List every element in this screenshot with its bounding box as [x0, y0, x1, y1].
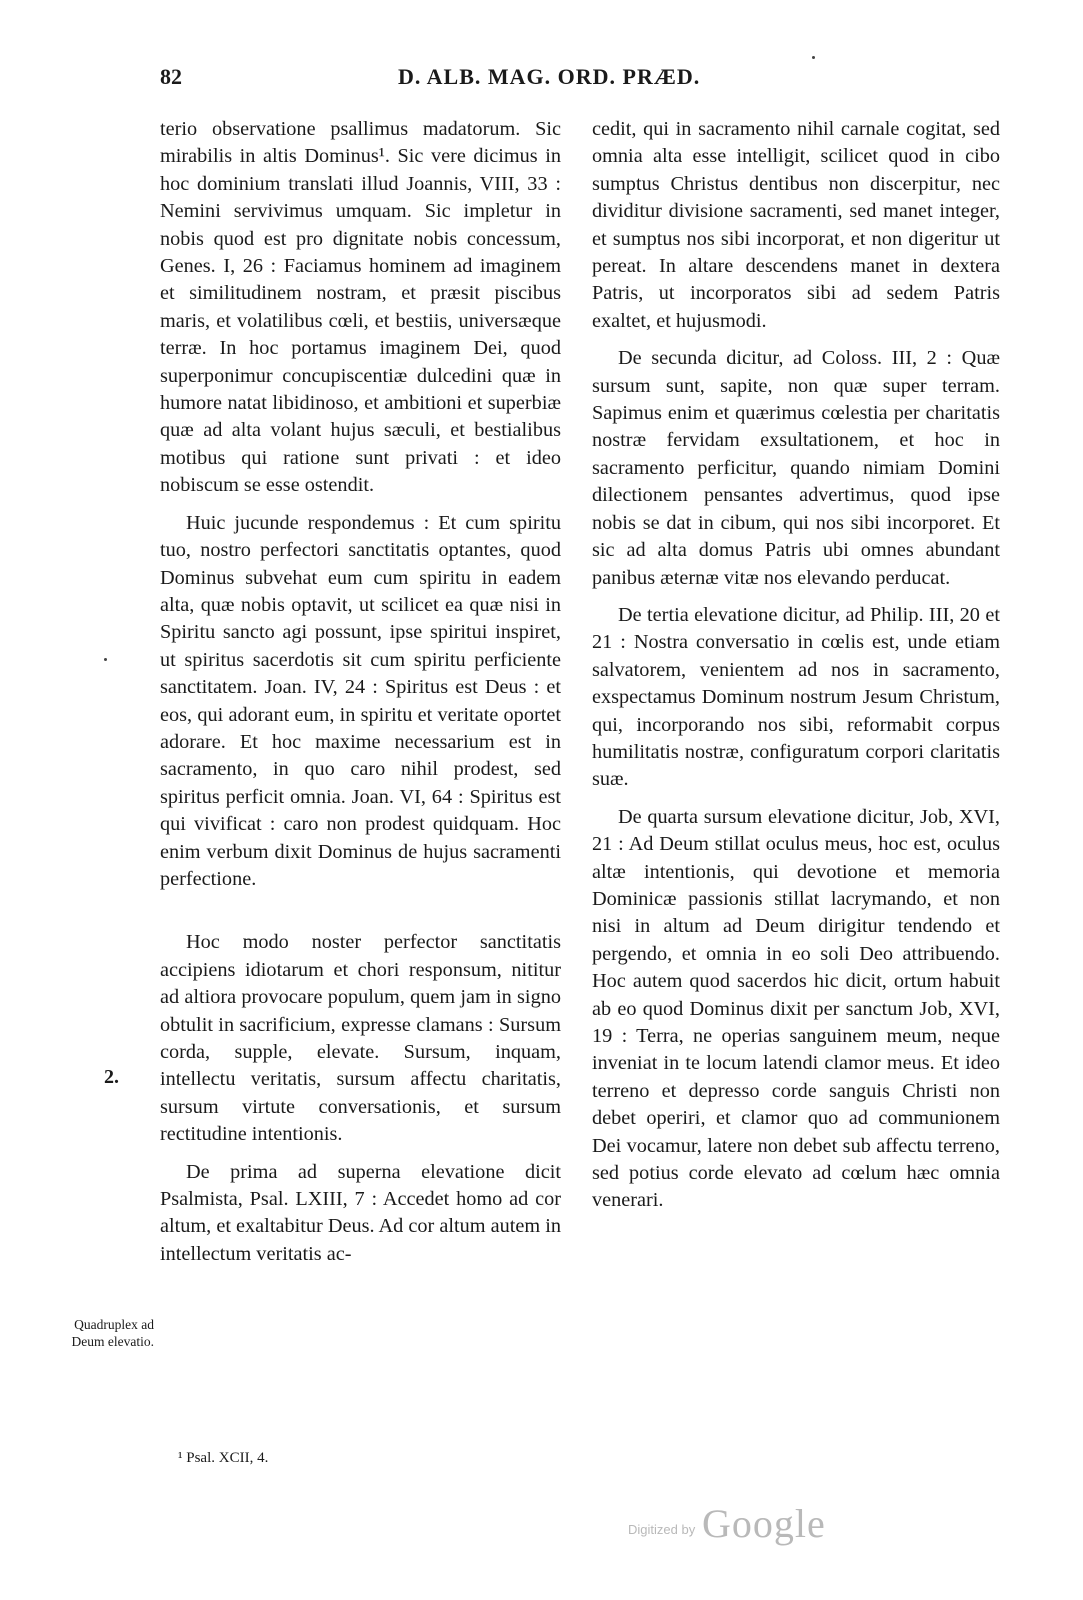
left-paragraph-3: Hoc modo noster perfector sanctitatis accipiens idiotarum et chori responsum, nititur ad altiora provocare populum, quem jam in signo obtulit in sacrificium, expresse clamans : Sursum corda, supple, elevate. Sursum, inquam, intellectu veritatis, sursum affectu charitatis, sursum virtute conversationis, et sursum rectitudine intentionis.: [160, 931, 561, 1146]
right-column: [592, 116, 1000, 1225]
ink-speck: [812, 56, 815, 59]
right-paragraph-4: De quarta sursum elevatione dicitur, Job, XVI, 21 : Ad Deum stillat oculus meus, hoc est, oculus altæ intentionis, qui devotione et memoria Dominicæ passionis stillat lacrymando, et non nisi in altum ad Deum dirigitur tendendo et pergendo, et omnia in eo soli Deo attribuendo. Hoc autem quod sacerdos hic dicit, ortum habuit ab eo quod Dominus dixit per sanctum Job, XVI, 19 : Terra, ne operias sanguinem meum, neque inveniat in te locum latendi clamor meus. Et ideo terreno et depresso corde sanguis Christi non debet operiri, et clamor quo ad communionem Dei vocamur, latere non debet sub affectu terreno, sed potius corde elevato ad cœlum hæc omnia venerari.: [592, 805, 1000, 1212]
margin-note: Quadruplex ad Deum elevatio.: [71, 1317, 154, 1349]
right-paragraph-2: De secunda dicitur, ad Coloss. III, 2 : Quæ sursum sunt, sapite, non quæ super terram. Sapimus enim et quærimus cœlestia per charitatis nostræ fervidam exsultationem, et hoc in sacramento perficitur, quando nimiam Domini dilectionem pensantes advertimus, quod ipse nobis se dat in cibum, qui nos sibi incorporet. Et sic ad alta domus Patris ubi omnes abundant panibus æternæ vitæ nos elevando perducat.: [592, 347, 1000, 589]
digitized-by-google-watermark: [628, 1496, 848, 1546]
right-paragraph-1: cedit, qui in sacramento nihil carnale cogitat, sed omnia alta esse intelligit, scilicet quod in cibo sumptus Christus dentibus non discerpitur, nec dividitur divisione sacramenti, sed manet integer, et sumptus nos sibi incorporat, et non digeritur ut pereat. In altare descendens manet in dextera Patris, ut incorporatos sibi ad sedem Patris exaltet, et hujusmodi.: [592, 118, 1000, 332]
left-paragraph-4: De prima ad superna elevatione dicit Psalmista, Psal. LXIII, 7 : Accedet homo ad cor altum, et exaltabitur Deus. Ad cor altum autem in intellectum veritatis ac-: [160, 1160, 562, 1265]
left-paragraph-1: terio observatione psallimus madatorum. Sic mirabilis in altis Dominus¹. Sic vere dicimus in hoc dominium translati illud Joannis, VIII, 33 : Nemini servivimus umquam. Sic impletur in nobis quod est pro dignitate nobis concessum, Genes. I, 26 : Faciamus hominem ad imaginem et similitudinem nostram, et præsit piscibus maris, et volatilibus cœli, et bestiis, universæque terræ. In hoc portamus imaginem Dei, quod superponimur concupiscentiæ dulcedini quæ in humore natat libidinoso, et ambitioni et superbiæ quæ ad alta volant hujus sæculi, et bestialibus motibus qui ratione sunt privati : et ideo nobiscum se esse ostendit.: [160, 118, 561, 497]
google-logo: Google: [702, 1501, 826, 1546]
footnote: ¹ Psal. XCII, 4.: [178, 1450, 269, 1466]
section-number: 2.: [104, 1066, 119, 1088]
left-paragraph-2: Huic jucunde respondemus : Et cum spiritu tuo, nostro perfectori sanctitatis optantes, quod Dominus subvehat eum cum spiritu in eadem alta, quæ nobis optavit, ut scilicet ea quæ nisi in Spiritu sancto agi possunt, ipse spiritui inspiret, ut spiritus sacerdotis sit cum spiritu perficiente sanctitatem. Joan. IV, 24 : Spiritus est Deus : et eos, qui adorant eum, in spiritu et veritate oportet adorare. Et hoc maxime necessarium est in sacramento, in quo caro nihil prodest, sed spiritus perficit omnia. Joan. VI, 64 : Spiritus est qui vivificat : caro non prodest quidquam. Hoc enim verbum dixit Dominus de hujus sacramenti perfectione.: [160, 511, 561, 890]
page-header: [160, 64, 1000, 100]
watermark-small-text: Digitized by: [628, 1522, 696, 1537]
page-number: 82: [160, 64, 182, 89]
ink-speck: [104, 658, 107, 661]
left-column: [160, 116, 561, 1278]
running-head: D. ALB. MAG. ORD. PRÆD.: [398, 64, 701, 89]
right-paragraph-3: De tertia elevatione dicitur, ad Philip. III, 20 et 21 : Nostra conversatio in cœlis est, unde etiam salvatorem, venientem ad nos in sacramento, exspectamus Dominum nostrum Jesum Christum, qui, incorporando nos sibi, reformabit corpus humilitatis nostræ, configuratum corpori claritatis suæ.: [592, 603, 1000, 791]
